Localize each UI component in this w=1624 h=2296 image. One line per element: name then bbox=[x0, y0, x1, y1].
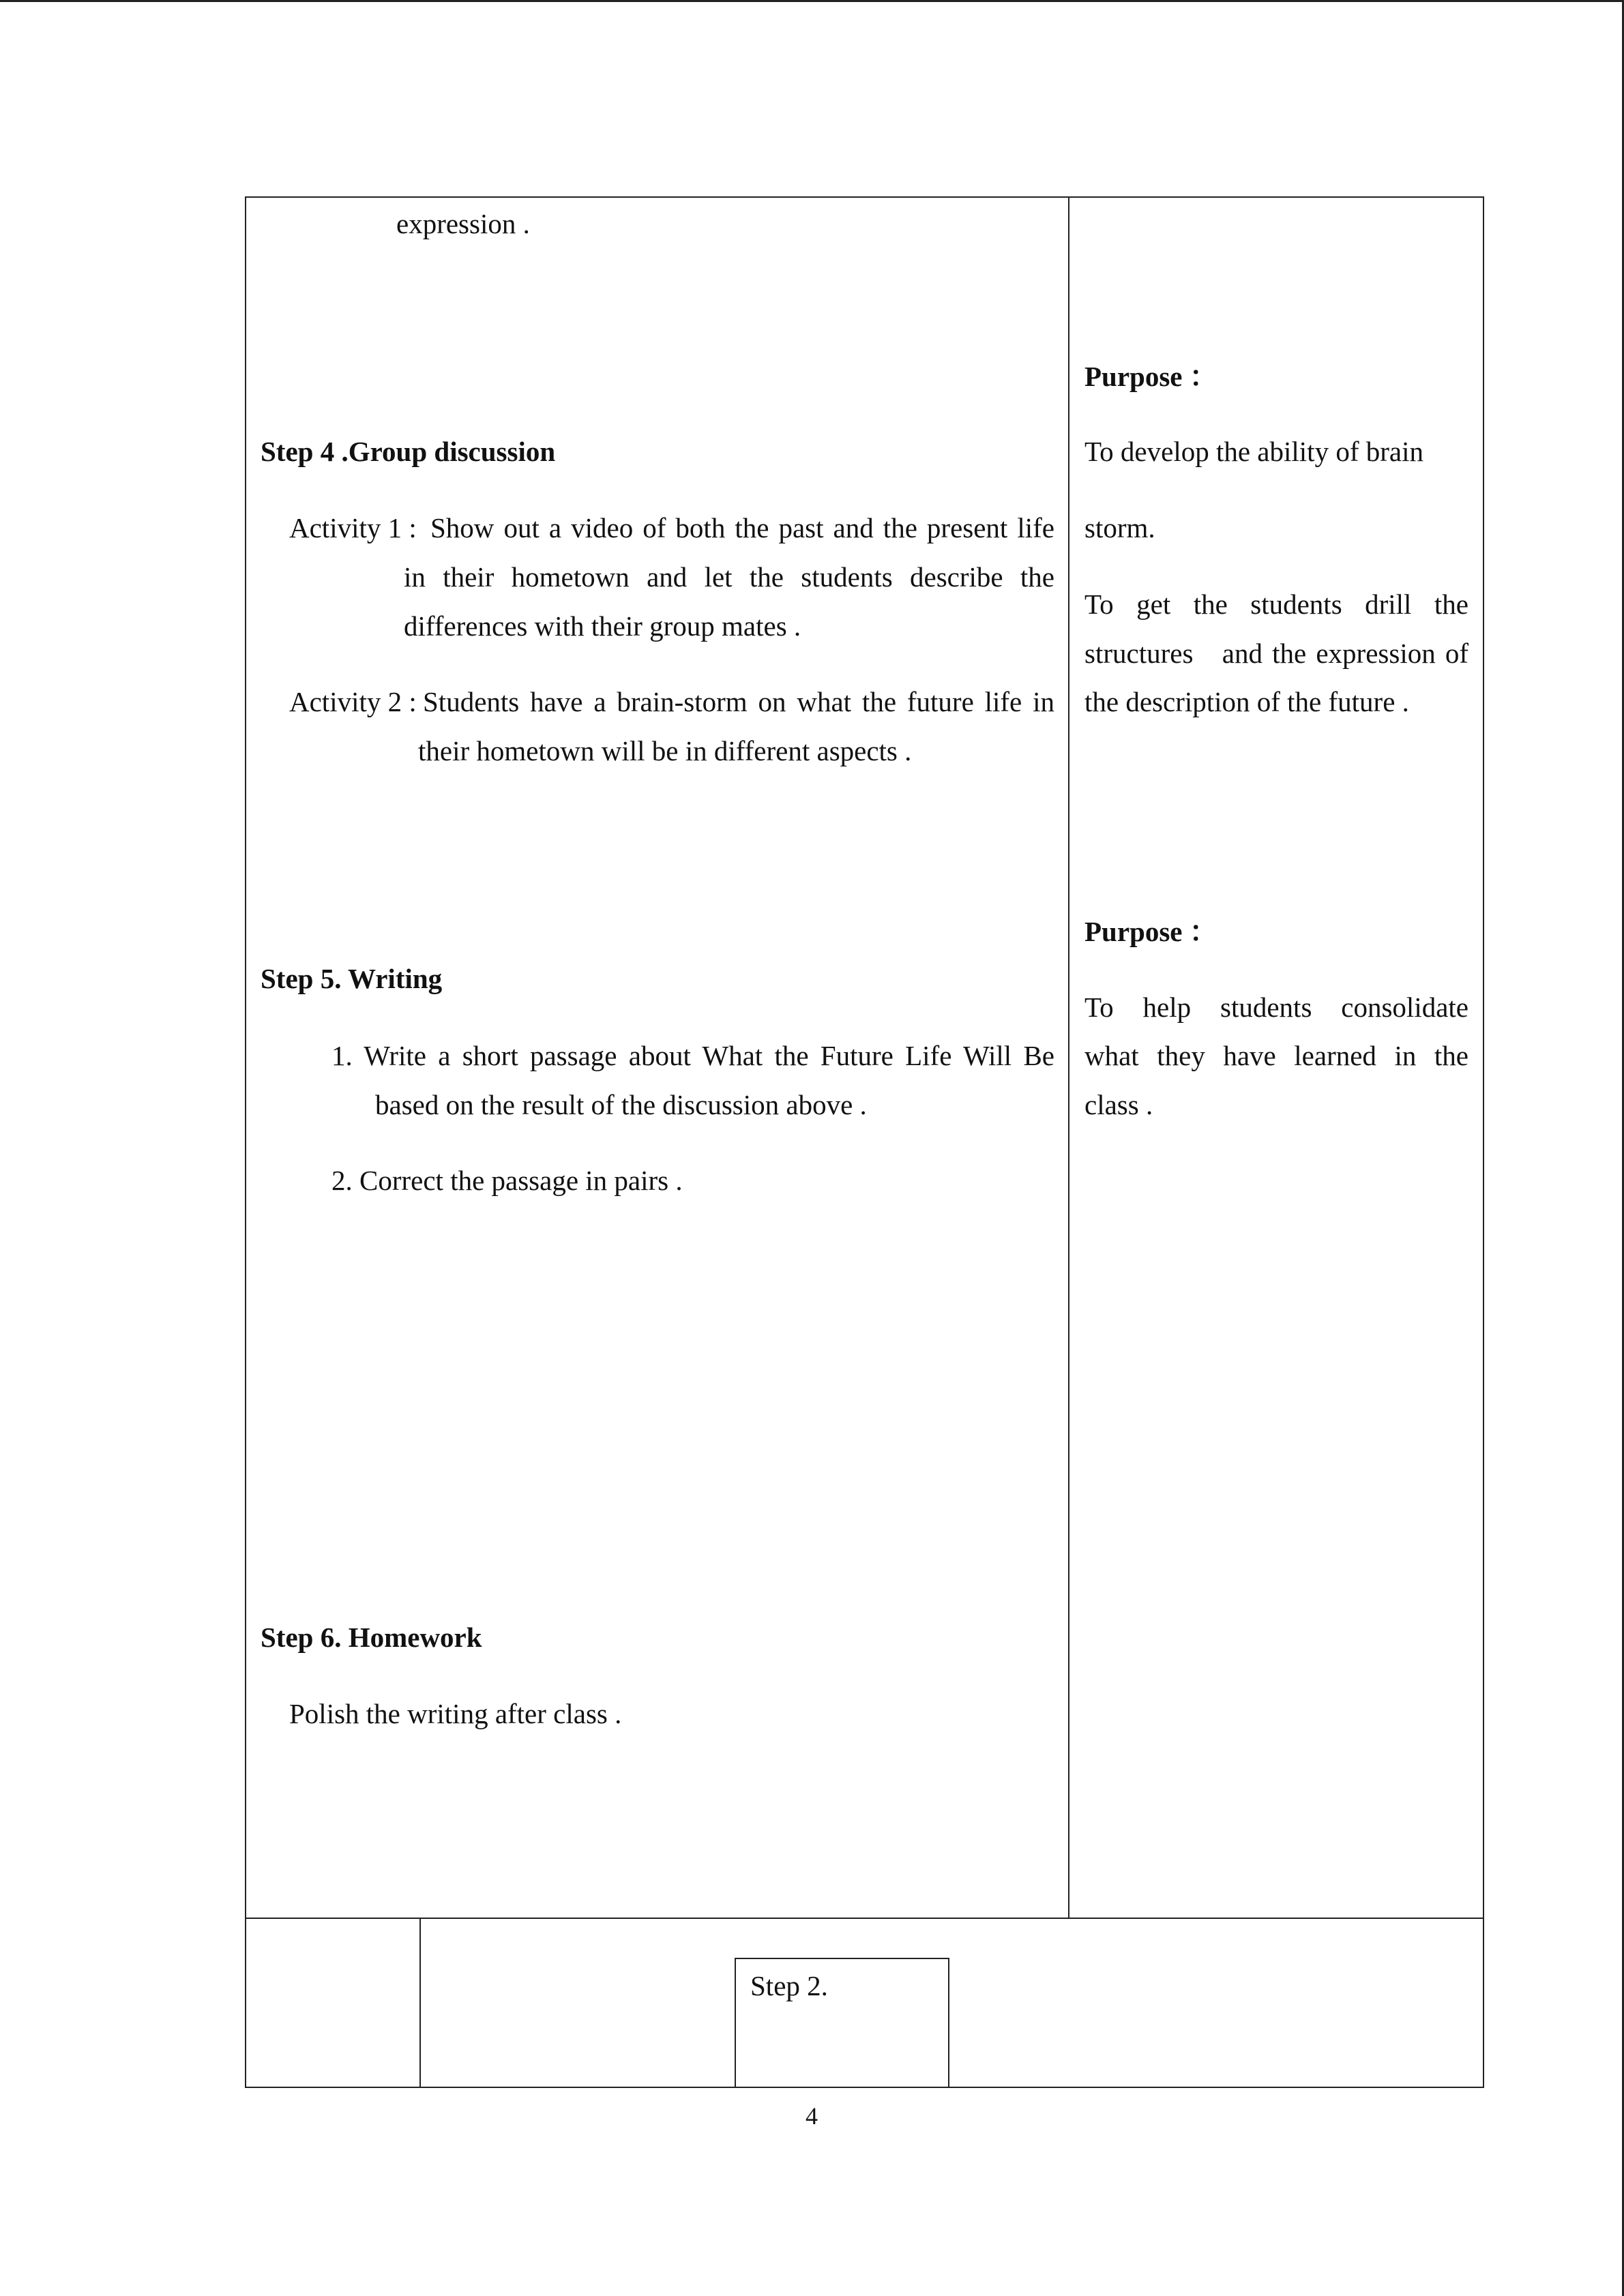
purpose1-line4: structures and the expression of bbox=[1084, 638, 1468, 669]
activity1-line3: differences with their group mates . bbox=[404, 610, 801, 642]
purpose1-line1: To develop the ability of brain bbox=[1084, 436, 1423, 467]
step4-heading: Step 4 .Group discussion bbox=[261, 436, 556, 467]
activity1-line1: Show out a video of both the past and the present life bbox=[430, 512, 1054, 543]
purpose1-label: Purpose ： bbox=[1084, 361, 1217, 392]
purpose2-line2: what they have learned in the bbox=[1084, 1040, 1468, 1071]
step6-heading: Step 6. Homework bbox=[261, 1622, 482, 1653]
activity1-prefix: Activity 1 : bbox=[289, 512, 417, 543]
activity2-line1: Students have a brain-storm on what the future life in bbox=[423, 686, 1054, 717]
bottom-row-divider bbox=[419, 1918, 421, 2088]
step5-item1-line1: 1. Write a short passage about What the Future Life Will Be bbox=[331, 1040, 1054, 1071]
purpose2-label: Purpose ： bbox=[1084, 916, 1217, 947]
step-box-label: Step 2. bbox=[750, 1970, 828, 2001]
activity2-line2: their hometown will be in different aspects . bbox=[418, 735, 912, 766]
step5-heading: Step 5. Writing bbox=[261, 963, 443, 994]
activity2-prefix: Activity 2 : bbox=[289, 686, 417, 717]
page-number: 4 bbox=[806, 2102, 818, 2130]
step5-item1-line2: based on the result of the discussion above . bbox=[375, 1089, 867, 1120]
page-top-border bbox=[0, 0, 1624, 2]
row-divider bbox=[245, 1918, 1484, 1919]
lesson-table bbox=[245, 196, 1484, 2088]
activity1-line2: in their hometown and let the students describe the bbox=[404, 561, 1054, 593]
column-divider bbox=[1068, 196, 1069, 1919]
purpose1-line5: the description of the future . bbox=[1084, 686, 1409, 717]
step6-text: Polish the writing after class . bbox=[289, 1698, 622, 1729]
purpose1-line2: storm. bbox=[1084, 512, 1155, 543]
purpose1-line3: To get the students drill the bbox=[1084, 588, 1468, 620]
step5-item2: 2. Correct the passage in pairs . bbox=[331, 1165, 683, 1196]
purpose2-line1: To help students consolidate bbox=[1084, 992, 1468, 1023]
purpose2-line3: class . bbox=[1084, 1089, 1153, 1120]
continuation-text: expression . bbox=[396, 208, 530, 239]
